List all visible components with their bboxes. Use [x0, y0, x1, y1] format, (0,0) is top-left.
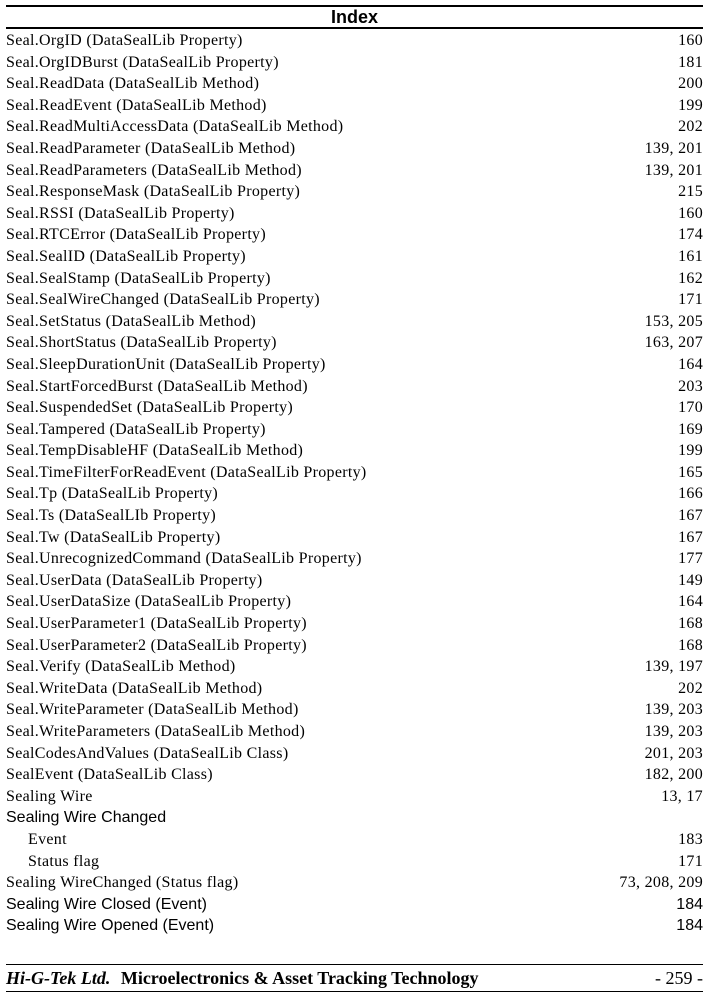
index-entry	[6, 807, 703, 829]
index-page-refs: 139, 203	[644, 723, 703, 740]
index-entry	[6, 527, 703, 549]
index-page-refs: 149	[678, 571, 703, 589]
index-term: Seal.ReadEvent (DataSealLib Method)	[6, 96, 267, 114]
index-entry	[6, 30, 703, 52]
index-page-refs: 203	[678, 377, 703, 395]
index-entry	[6, 483, 703, 505]
index-entry	[6, 635, 703, 657]
index-term: Sealing Wire Changed	[6, 809, 167, 827]
index-entry	[6, 332, 703, 354]
index-entry	[6, 311, 703, 333]
index-term: Seal.SetStatus (DataSealLib Method)	[6, 312, 257, 330]
index-term: Seal.UserParameter2 (DataSealLib Property)	[6, 636, 307, 654]
index-term: Seal.ShortStatus (DataSealLib Property)	[6, 334, 277, 352]
index-page-refs: 164	[678, 355, 703, 373]
index-page-refs: 165	[678, 463, 703, 481]
index-page-refs: 153, 205	[644, 312, 703, 330]
index-entry	[6, 376, 703, 398]
index-term: Seal.ReadData (DataSealLib Method)	[6, 75, 260, 93]
page-footer	[6, 964, 703, 992]
index-term: Seal.SealID (DataSealLib Property)	[6, 247, 246, 265]
index-entry	[6, 73, 703, 95]
index-term: Seal.RTCError (DataSealLib Property)	[6, 226, 266, 244]
index-term: Seal.OrgIDBurst (DataSealLib Property)	[6, 53, 279, 71]
index-page-refs: 167	[678, 528, 703, 546]
index-entry	[6, 851, 703, 873]
index-term: SealCodesAndValues (DataSealLib Class)	[6, 744, 289, 762]
index-entry	[6, 289, 703, 311]
index-page-refs: 183	[678, 830, 703, 848]
index-entry	[6, 829, 703, 851]
index-entry	[6, 440, 703, 462]
index-entry	[6, 160, 703, 182]
index-page-refs: 181	[678, 53, 703, 71]
index-entry	[6, 570, 703, 592]
index-page-refs: 171	[678, 291, 703, 309]
index-page-refs: 161	[678, 247, 703, 265]
index-entry	[6, 462, 703, 484]
index-entry-list	[6, 30, 703, 937]
index-page-refs: 199	[678, 442, 703, 460]
index-entry	[6, 743, 703, 765]
page-number: - 259 -	[655, 967, 703, 988]
index-entry	[6, 116, 703, 138]
index-entry	[6, 397, 703, 419]
index-entry	[6, 419, 703, 441]
index-entry	[6, 95, 703, 117]
index-page-refs: 160	[678, 204, 703, 222]
index-page-refs: 168	[678, 636, 703, 654]
index-page-refs: 163, 207	[644, 334, 703, 352]
index-entry	[6, 52, 703, 74]
index-term: Status flag	[28, 852, 100, 870]
index-term: Seal.Ts (DataSealLIb Property)	[6, 507, 217, 525]
index-term: Seal.RSSI (DataSealLib Property)	[6, 204, 235, 222]
index-entry	[6, 721, 703, 743]
index-entry	[6, 656, 703, 678]
index-entry	[6, 915, 703, 937]
index-entry	[6, 354, 703, 376]
index-page-refs: 167	[678, 507, 703, 525]
index-term: Sealing WireChanged (Status flag)	[6, 874, 239, 892]
index-term: Seal.ReadParameters (DataSealLib Method)	[6, 161, 302, 179]
index-entry	[6, 224, 703, 246]
index-term: SealEvent (DataSealLib Class)	[6, 766, 213, 784]
index-term: Seal.ResponseMask (DataSealLib Property)	[6, 183, 301, 201]
index-term: Event	[28, 830, 67, 848]
index-term: Sealing Wire	[6, 787, 93, 805]
index-term: Seal.SealWireChanged (DataSealLib Property)	[6, 291, 320, 309]
index-entry	[6, 181, 703, 203]
index-page-refs: 202	[678, 679, 703, 697]
page-title: Index	[330, 6, 378, 27]
index-term: Seal.StartForcedBurst (DataSealLib Method)	[6, 377, 308, 395]
index-entry	[6, 613, 703, 635]
index-page-refs: 162	[678, 269, 703, 287]
index-page-refs: 13, 17	[661, 787, 703, 805]
index-page-refs: 200	[678, 75, 703, 93]
index-page-refs: 174	[678, 226, 703, 244]
index-entry	[6, 203, 703, 225]
index-term: Sealing Wire Closed (Event)	[6, 895, 207, 913]
index-term: Seal.TimeFilterForReadEvent (DataSealLib Property)	[6, 463, 367, 481]
index-entry	[6, 591, 703, 613]
index-page-refs: 215	[678, 183, 703, 201]
company-name: Hi-G-Tek Ltd.	[6, 967, 111, 988]
index-entry	[6, 786, 703, 808]
index-entry	[6, 548, 703, 570]
index-term: Seal.UserParameter1 (DataSealLib Property)	[6, 615, 307, 633]
index-page-refs: 139, 197	[644, 658, 703, 676]
index-entry	[6, 894, 703, 916]
index-page-refs: 160	[678, 32, 703, 49]
index-page-refs: 199	[678, 96, 703, 114]
index-term: Seal.WriteParameter (DataSealLib Method)	[6, 701, 299, 719]
index-page-refs: 182, 200	[644, 766, 703, 784]
index-entry	[6, 138, 703, 160]
index-term: Seal.TempDisableHF (DataSealLib Method)	[6, 442, 304, 460]
index-entry	[6, 764, 703, 786]
index-term: Seal.ReadParameter (DataSealLib Method)	[6, 139, 296, 157]
index-page-refs: 166	[678, 485, 703, 503]
index-term: Seal.WriteData (DataSealLib Method)	[6, 679, 263, 697]
index-entry	[6, 246, 703, 268]
index-term: Seal.SleepDurationUnit (DataSealLib Property)	[6, 355, 326, 373]
index-page-refs: 184	[676, 917, 703, 935]
index-page-refs: 202	[678, 118, 703, 136]
index-entry	[6, 872, 703, 894]
index-term: Seal.UserDataSize (DataSealLib Property)	[6, 593, 292, 611]
index-page-refs: 171	[678, 852, 703, 870]
index-page-refs: 169	[678, 420, 703, 438]
index-term: Seal.Tp (DataSealLib Property)	[6, 485, 219, 503]
index-page-refs: 170	[678, 399, 703, 417]
index-term: Seal.SuspendedSet (DataSealLib Property)	[6, 399, 294, 417]
index-page-refs: 139, 201	[644, 161, 703, 179]
index-entry	[6, 268, 703, 290]
index-page-refs: 139, 201	[644, 139, 703, 157]
index-term: Seal.Tw (DataSealLib Property)	[6, 528, 221, 546]
index-term: Seal.WriteParameters (DataSealLib Method)	[6, 723, 306, 740]
index-term: Sealing Wire Opened (Event)	[6, 917, 215, 935]
index-term: Seal.Tampered (DataSealLib Property)	[6, 420, 266, 438]
index-term: Seal.UnrecognizedCommand (DataSealLib Property)	[6, 550, 362, 568]
index-header	[6, 5, 703, 29]
index-page-refs: 201, 203	[644, 744, 703, 762]
company-tagline: Microelectronics & Asset Tracking Technology	[120, 967, 479, 988]
index-entry	[6, 699, 703, 721]
index-term: Seal.Verify (DataSealLib Method)	[6, 658, 236, 676]
index-term: Seal.UserData (DataSealLib Property)	[6, 571, 263, 589]
index-page-refs: 184	[676, 895, 703, 913]
index-term: Seal.OrgID (DataSealLib Property)	[6, 32, 243, 49]
index-term: Seal.ReadMultiAccessData (DataSealLib Method)	[6, 118, 344, 136]
index-page-refs: 73, 208, 209	[619, 874, 703, 892]
index-page-refs: 139, 203	[644, 701, 703, 719]
index-page-refs: 164	[678, 593, 703, 611]
index-entry	[6, 678, 703, 700]
index-page-refs: 177	[678, 550, 703, 568]
index-page-refs: 168	[678, 615, 703, 633]
index-term: Seal.SealStamp (DataSealLib Property)	[6, 269, 271, 287]
index-entry	[6, 505, 703, 527]
